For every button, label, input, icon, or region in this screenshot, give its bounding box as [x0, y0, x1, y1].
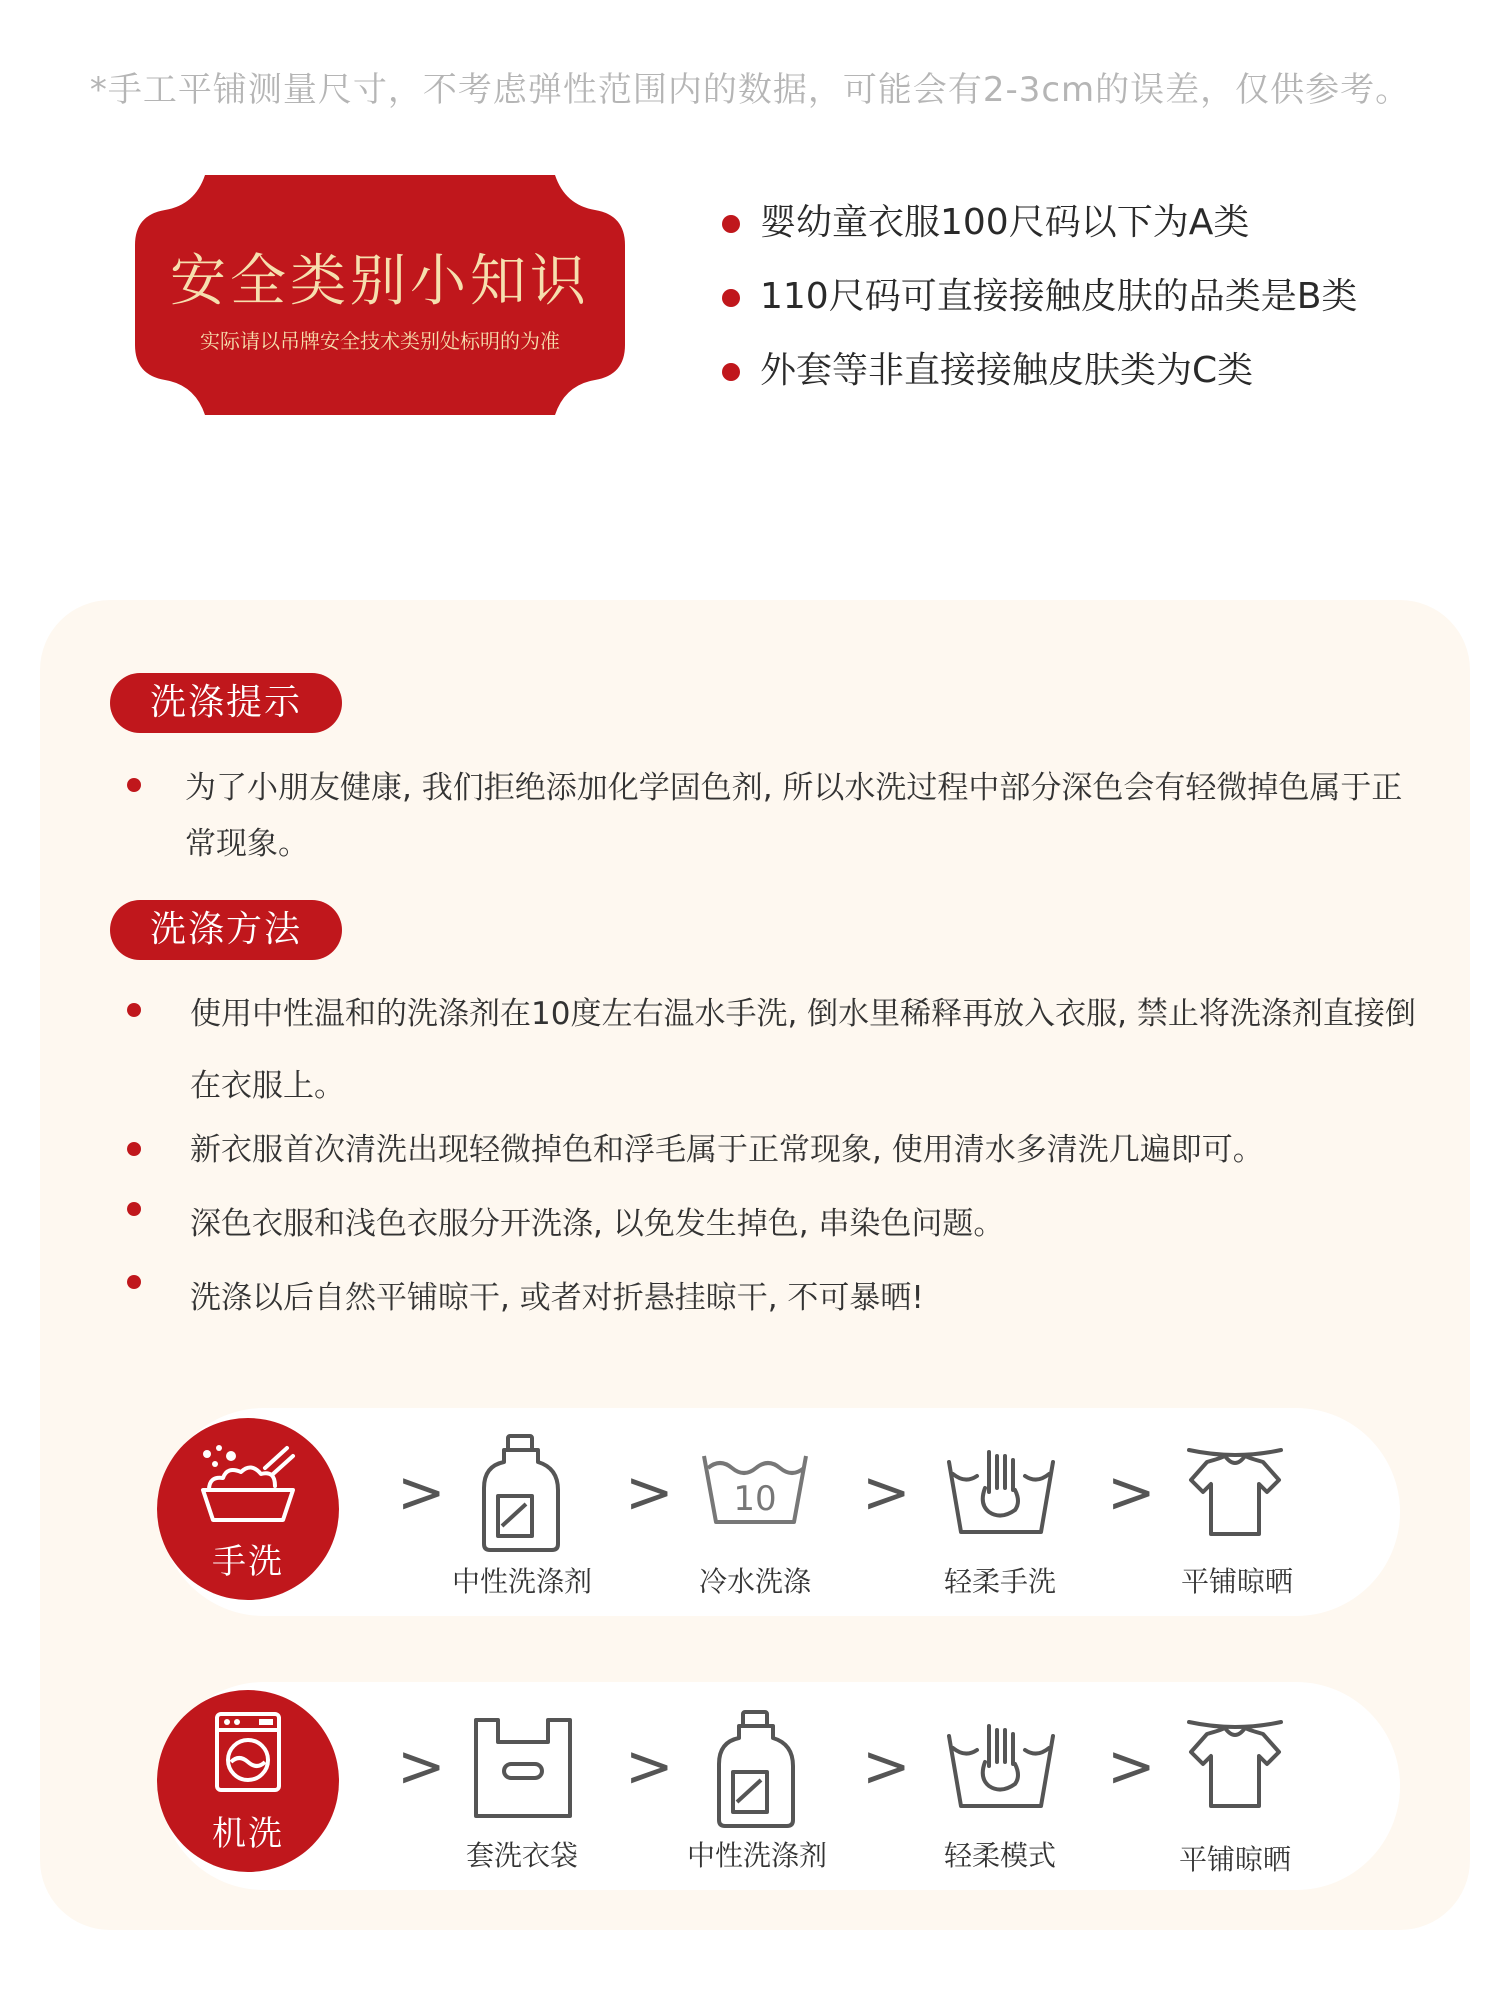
wash-tip-text: 为了小朋友健康, 我们拒绝添加化学固色剂, 所以水洗过程中部分深色会有轻微掉色属于正常现象。 [185, 770, 1403, 862]
step-label: 平铺晾晒 [1180, 1565, 1293, 1598]
category-list [722, 195, 1357, 417]
wash-method-text: 新衣服首次清洗出现轻微掉色和浮毛属于正常现象, 使用清水多清洗几遍即可。 [190, 1132, 1264, 1168]
badge-subtitle: 实际请以吊牌安全技术类别处标明的为准 [200, 329, 560, 353]
hand-wash-label: 手洗 [212, 1542, 284, 1582]
category-item [722, 269, 1357, 343]
tub-temperature: 10 [733, 1479, 777, 1519]
step-label: 冷水洗涤 [698, 1565, 811, 1598]
category-text: 110尺码可直接接触皮肤的品类是B类 [760, 276, 1358, 317]
bullet-dot-icon [127, 1142, 141, 1156]
bullet-dot-icon [722, 215, 740, 233]
step-label: 平铺晾晒 [1178, 1843, 1291, 1876]
arrow-right-icon: > [1107, 1458, 1156, 1526]
bullet-dot-icon [127, 1202, 141, 1216]
safety-category-badge [135, 175, 625, 415]
hand-wash-circle [157, 1418, 339, 1600]
badge-title: 安全类别小知识 [170, 249, 590, 314]
bullet-dot-icon [722, 363, 740, 381]
shirt-hanger-icon [1185, 1440, 1285, 1540]
arrow-right-icon: > [397, 1732, 446, 1800]
category-text: 婴幼童衣服100尺码以下为A类 [760, 202, 1250, 243]
machine-wash-circle [157, 1690, 339, 1872]
bullet-dot-icon [127, 1003, 141, 1017]
step-label: 中性洗涤剂 [451, 1565, 592, 1598]
washing-machine-icon [213, 1710, 283, 1794]
category-item [722, 343, 1357, 417]
shirt-hanger-icon [1185, 1712, 1285, 1812]
arrow-right-icon: > [862, 1458, 911, 1526]
detergent-bottle-icon [715, 1708, 799, 1830]
basin-bubbles-icon [195, 1440, 301, 1530]
bullet-dot-icon [127, 778, 141, 792]
arrow-right-icon: > [862, 1732, 911, 1800]
step-label: 轻柔模式 [943, 1839, 1056, 1872]
wash-tub-10-icon [700, 1450, 810, 1528]
wash-method-text: 洗涤以后自然平铺晾干, 或者对折悬挂晾干, 不可暴晒! [190, 1280, 924, 1316]
step-label: 轻柔手洗 [943, 1565, 1056, 1598]
detergent-bottle-icon [480, 1432, 564, 1554]
bullet-dot-icon [127, 1275, 141, 1289]
hand-wash-icon [945, 1722, 1057, 1810]
category-item [722, 195, 1357, 269]
measurement-note: *手工平铺测量尺寸，不考虑弹性范围内的数据，可能会有2-3cm的误差，仅供参考。 [89, 70, 1411, 110]
arrow-right-icon: > [397, 1458, 446, 1526]
bullet-dot-icon [722, 289, 740, 307]
hand-wash-icon [945, 1448, 1057, 1536]
step-label: 中性洗涤剂 [686, 1839, 827, 1872]
arrow-right-icon: > [1107, 1732, 1156, 1800]
wash-method-heading: 洗涤方法 [110, 900, 342, 960]
arrow-right-icon: > [625, 1458, 674, 1526]
step-label: 套洗衣袋 [465, 1839, 578, 1872]
wash-method-text: 深色衣服和浅色衣服分开洗涤, 以免发生掉色, 串染色问题。 [190, 1206, 1005, 1242]
laundry-bag-icon [472, 1712, 574, 1822]
arrow-right-icon: > [625, 1732, 674, 1800]
category-text: 外套等非直接接触皮肤类为C类 [760, 350, 1254, 391]
wash-method-text: 使用中性温和的洗涤剂在10度左右温水手洗, 倒水里稀释再放入衣服, 禁止将洗涤剂直接倒在衣服上。 [190, 996, 1416, 1104]
wash-tips-heading: 洗涤提示 [110, 673, 342, 733]
machine-wash-label: 机洗 [212, 1814, 284, 1854]
